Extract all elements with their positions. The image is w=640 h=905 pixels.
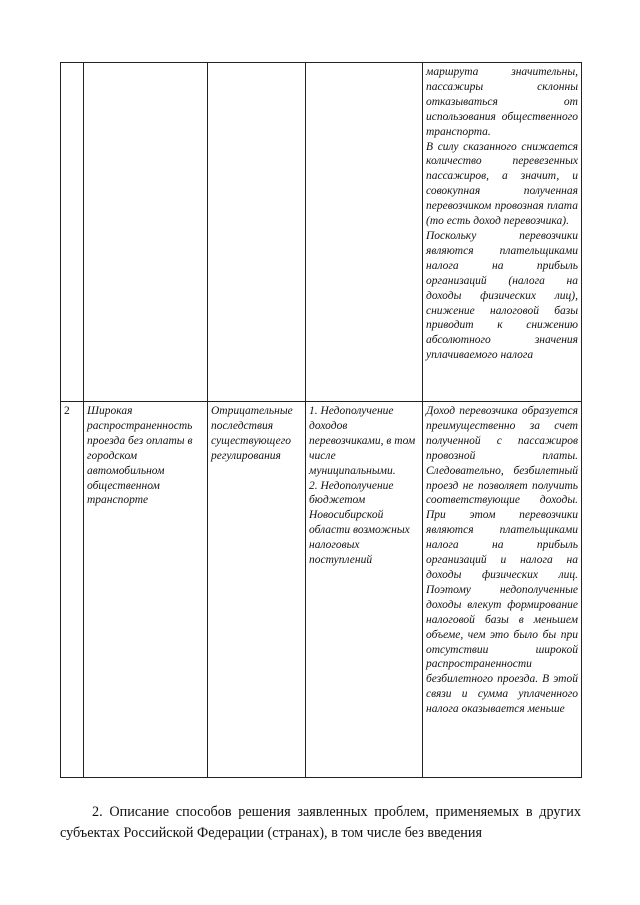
cell-number: 2 — [61, 402, 84, 778]
cell-consequences — [306, 63, 423, 402]
table-row — [61, 402, 582, 778]
body-paragraph: 2. Описание способов решения заявленных проблем, применяемых в других субъектах Российской Федерации (странах), в том числе без введения — [60, 804, 581, 841]
cell-consequence-type: Отрицательные последствия существующего регулирования — [208, 402, 306, 778]
cell-description — [423, 63, 582, 402]
cell-consequence-type — [208, 63, 306, 402]
cell-description: Доход перевозчика образуется преимущественно за счет полученной с пассажиров провозной платы. Следовательно, безбилетный проезд не позволяет получить соответствующие доходы. При этом перевозчики являются плательщиками налога на прибыль организаций и налога на доходы физических лиц. Поэтому недополученные доходы влекут формирование налоговой базы в меньшем объеме, чем это было бы при отсутствии широкой распространенности безбилетного проезда. В этой связи и сумма уплаченного налога оказывается меньше — [423, 402, 582, 778]
consequence-item: 1. Недополучение доходов перевозчиками, в том числе муниципальными. — [309, 405, 416, 477]
cell-consequences — [306, 402, 423, 778]
cell-problem: Широкая распространенность проезда без оплаты в городском автомобильном общественном транспорте — [84, 402, 208, 778]
cell-problem — [84, 63, 208, 402]
table-row — [61, 63, 582, 402]
description-paragraph: Поскольку перевозчики являются плательщиками налога на прибыль организаций (налога на доходы физических лиц), снижение налоговой базы приводит к снижению абсолютного значения уплачиваемого налога — [426, 229, 578, 362]
description-paragraph: маршрута значительны, пассажиры склонны отказываться от использования общественного транспорта. — [426, 66, 578, 138]
cell-number — [61, 63, 84, 402]
consequence-item: 2. Недополучение бюджетом Новосибирской области возможных налоговых поступлений — [309, 479, 410, 567]
description-paragraph: В силу сказанного снижается количество перевезенных пассажиров, а значит, и совокупная полученная перевозчиком провозная плата (то есть доход перевозчика). — [426, 140, 578, 228]
regulation-table — [60, 62, 582, 778]
